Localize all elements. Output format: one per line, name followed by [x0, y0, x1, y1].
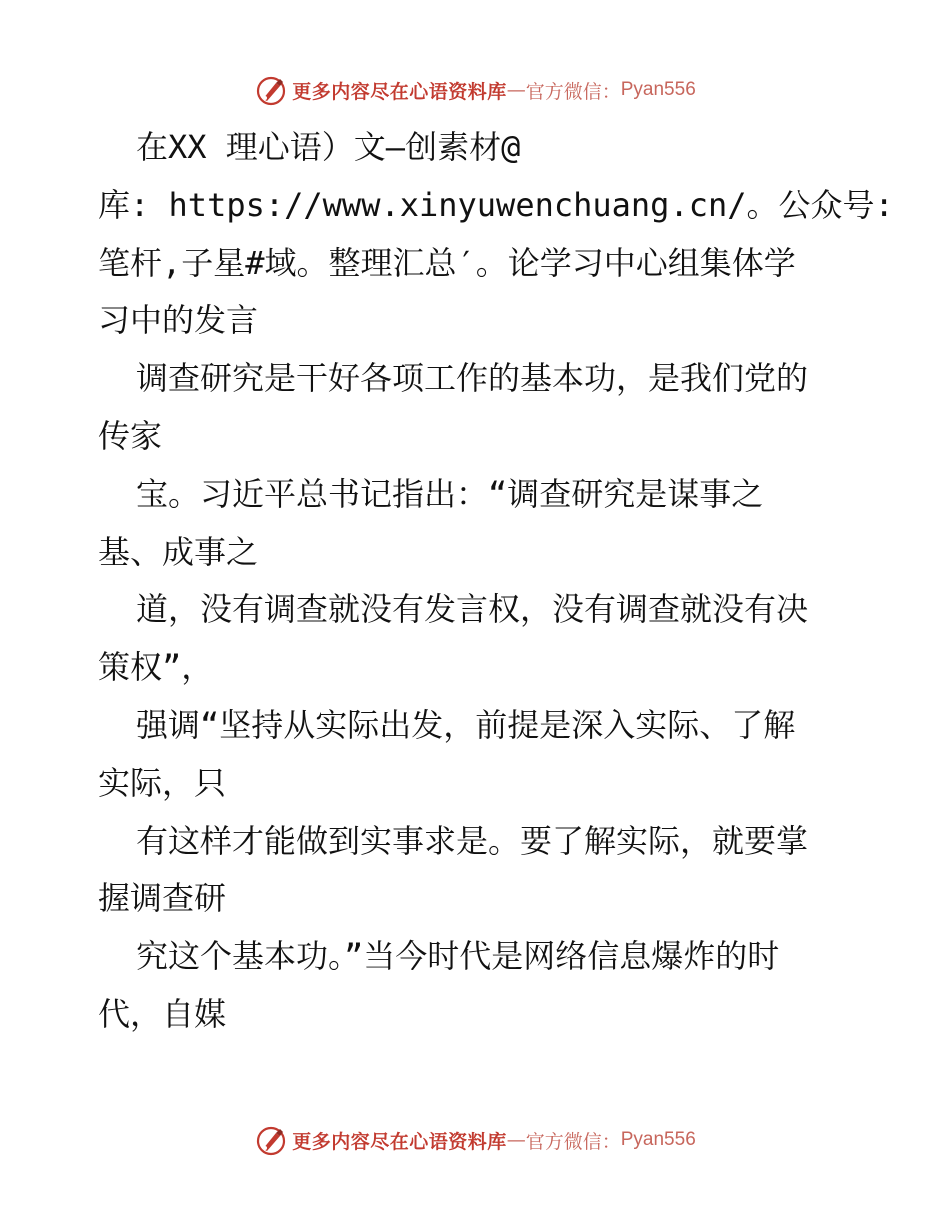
text-line: 握调查研 — [98, 879, 227, 918]
text-line: 究这个基本功。”当今时代是网络信息爆炸的时 — [136, 937, 780, 976]
banner-main-text: 更多内容尽在心语资料库 — [292, 1130, 507, 1153]
banner-wechat-label: 官方微信： — [525, 80, 621, 103]
text-line: 传家 — [98, 416, 163, 455]
banner-main-text: 更多内容尽在心语资料库 — [292, 80, 507, 103]
text-line: 策权”， — [98, 648, 214, 687]
text-line: 有这样才能做到实事求是。要了解实际，就要掌 — [136, 821, 809, 860]
pen-circle-logo-icon — [254, 1123, 288, 1157]
text-line: 宝。习近平总书记指出：“调查研究是谋事之 — [136, 474, 764, 513]
banner-dash: — — [506, 1129, 526, 1151]
banner-wechat-id: Pyan556 — [620, 79, 696, 100]
pen-circle-logo-icon — [254, 73, 288, 107]
text-line: 代，自媒 — [98, 994, 227, 1033]
text-line: 强调“坚持从实际出发，前提是深入实际、了解 — [136, 705, 796, 744]
text-line: 实际，只 — [98, 763, 227, 802]
footer-banner — [0, 1120, 950, 1160]
banner-dash: — — [506, 79, 526, 101]
text-line: 习中的发言 — [98, 301, 259, 340]
text-line: 调查研究是干好各项工作的基本功，是我们党的 — [136, 359, 809, 398]
text-line: 基、成事之 — [98, 532, 259, 571]
document-body — [98, 119, 894, 1044]
header-banner — [0, 70, 950, 110]
text-line: 库: https://www.xinyuwenchuang.cn/。公众号: — [98, 185, 894, 224]
text-line: 在XX 理心语）文—创素材@ — [136, 128, 521, 166]
banner-wechat-label: 官方微信： — [525, 1130, 621, 1153]
text-line: 道，没有调查就没有发言权，没有调查就没有决 — [136, 590, 809, 629]
banner-wechat-id: Pyan556 — [620, 1129, 696, 1150]
text-line: 笔杆,子星#域。整理汇总′。论学习中心组集体学 — [98, 243, 796, 282]
